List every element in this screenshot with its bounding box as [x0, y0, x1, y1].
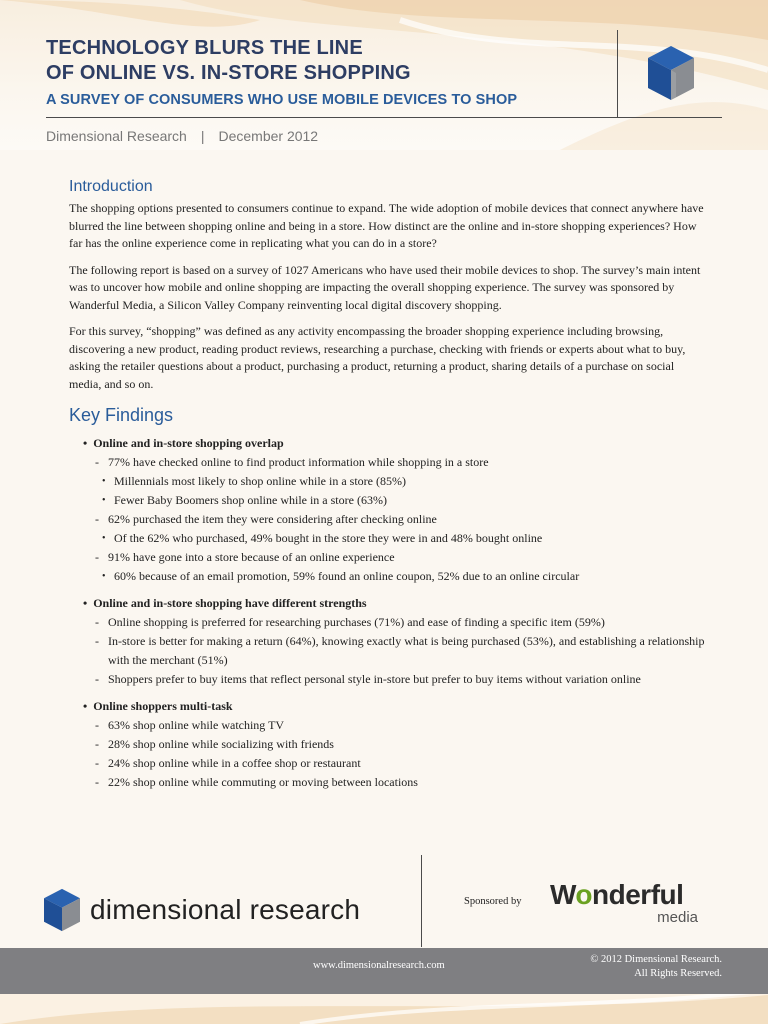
title-line-1: TECHNOLOGY BLURS THE LINE: [46, 37, 363, 59]
sponsored-by-label: Sponsored by: [464, 896, 522, 907]
cube-logo-icon: [648, 46, 694, 105]
finding-item: - 62% purchased the item they were considering after checking online: [95, 510, 709, 529]
header-vertical-divider: [617, 30, 618, 118]
website-link[interactable]: www.dimensionalresearch.com: [313, 960, 445, 971]
copyright-line-2: All Rights Reserved.: [634, 968, 722, 979]
report-subtitle: A SURVEY OF CONSUMERS WHO USE MOBILE DEVICES TO SHOP: [46, 92, 518, 108]
sponsor-subtext: media: [657, 909, 698, 926]
key-findings-heading: Key Findings: [69, 405, 174, 425]
publisher: Dimensional Research: [46, 128, 187, 144]
cube-logo-icon: [44, 887, 80, 933]
finding-subitems: [102, 567, 709, 586]
finding-subitems: [102, 529, 709, 548]
finding-item: - In-store is better for making a return (64%), knowing exactly what is being purchased (53%), and establishing a relationship with the merchant (51%): [95, 632, 709, 670]
header-divider: [46, 117, 722, 118]
wonderful-media-logo: [550, 880, 700, 925]
finding-item: - Online shopping is preferred for researching purchases (71%) and ease of finding a specific item (59%): [95, 613, 709, 632]
finding-subitems: [102, 472, 709, 510]
footer-vertical-divider: [421, 855, 422, 947]
byline-separator: |: [200, 128, 205, 144]
intro-paragraph: The following report is based on a survey of 1027 Americans who have used their mobile devices to shop. The survey’s main intent was to uncover how mobile and online shopping are impacting the overall shopping experience. The survey was sponsored by Wanderful Media, a Silicon Valley Company reinventing local digital discovery shopping.: [69, 262, 701, 312]
finding-item: - Shoppers prefer to buy items that reflect personal style in-store but prefer to buy items without variation online: [95, 670, 709, 689]
finding-title: • Online and in-store shopping have different strengths: [83, 594, 709, 613]
finding-subitem: • Millennials most likely to shop online while in a store (85%): [102, 472, 709, 491]
finding-subitem: • Of the 62% who purchased, 49% bought in the store they were in and 48% bought online: [102, 529, 709, 548]
main-content: [69, 178, 709, 800]
sponsor-wordmark: [550, 880, 700, 910]
finding-item: - 63% shop online while watching TV: [95, 716, 709, 735]
title-line-2: OF ONLINE VS. IN-STORE SHOPPING: [46, 62, 411, 84]
finding-items: [95, 716, 709, 792]
finding-block: [83, 434, 709, 586]
logo-wordmark: dimensional research: [90, 894, 361, 925]
finding-item: - 77% have checked online to find product information while shopping in a store: [95, 453, 709, 472]
publish-date: December 2012: [218, 128, 319, 144]
finding-block: [83, 594, 709, 689]
introduction-heading: Introduction: [69, 178, 153, 195]
report-title: [46, 36, 606, 86]
finding-item: - 22% shop online while commuting or moving between locations: [95, 773, 709, 792]
byline: [46, 128, 318, 144]
finding-title: • Online and in-store shopping overlap: [83, 434, 709, 453]
finding-subitem: • Fewer Baby Boomers shop online while in a store (63%): [102, 491, 709, 510]
sponsor-name-o: o: [575, 879, 593, 910]
finding-title: • Online shoppers multi-task: [83, 697, 709, 716]
finding-items: [95, 613, 709, 689]
sponsor-name-end: nderful: [592, 879, 684, 910]
dimensional-research-logo: [44, 887, 360, 933]
finding-item: - 28% shop online while socializing with friends: [95, 735, 709, 754]
finding-subitem: • 60% because of an email promotion, 59% found an online coupon, 52% due to an online circular: [102, 567, 709, 586]
intro-paragraph: The shopping options presented to consumers continue to expand. The wide adoption of mobile devices that connect anywhere have blurred the line between shopping online and being in a store. How distinct are the online and in-store shopping experiences? How far has the online experience come in replicating what you can do in a store?: [69, 201, 704, 250]
footer-background: [0, 990, 768, 1024]
copyright-line-1: © 2012 Dimensional Research.: [590, 954, 722, 965]
intro-paragraph: For this survey, “shopping” was defined as any activity encompassing the broader shopping experience including browsing, discovering a new product, reading product reviews, researching a purchase, checking with friends or experts about what to buy, asking the retailer questions about a product, purchasing a product, returning a product, sharing details of a purchase on social media, and so on.: [69, 324, 686, 391]
finding-items: [95, 453, 709, 586]
sponsor-name-start: W: [550, 879, 576, 910]
finding-block: [83, 697, 709, 792]
copyright-notice: [590, 953, 722, 981]
finding-item: - 24% shop online while in a coffee shop or restaurant: [95, 754, 709, 773]
finding-item: - 91% have gone into a store because of an online experience: [95, 548, 709, 567]
